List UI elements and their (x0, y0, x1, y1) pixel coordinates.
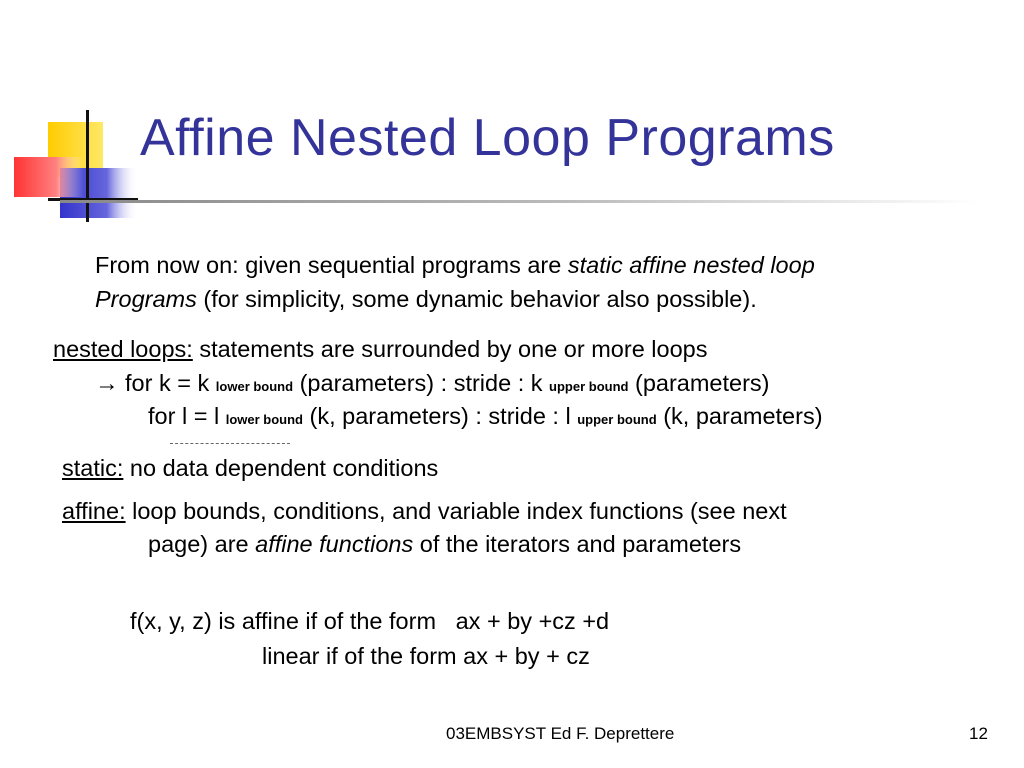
nested-loops-line (53, 338, 707, 362)
loop-l-upper: upper bound (577, 412, 657, 427)
static-line (62, 457, 438, 481)
loop-l-prefix: for l = l (148, 403, 226, 429)
affine-desc: loop bounds, conditions, and variable index functions (see next (125, 498, 787, 524)
loop-k-prefix: for k = k (118, 370, 216, 396)
affine-line-2 (148, 533, 741, 557)
arrow-icon: → (95, 370, 119, 396)
loop-k-lower: lower bound (215, 379, 294, 394)
static-desc: no data dependent conditions (123, 455, 439, 481)
formula-linear: linear if of the form ax + by + cz (262, 643, 590, 669)
loop-l-lower: lower bound (225, 412, 303, 427)
affine-emphasis: affine functions (255, 531, 414, 557)
footer-course: 03EMBSYST Ed F. Deprettere (446, 724, 675, 743)
nested-loops-desc: statements are surrounded by one or more loops (192, 336, 708, 362)
intro-line-2 (95, 288, 757, 312)
slide-number: 12 (969, 724, 988, 743)
intro-emphasis-2: Programs (95, 286, 197, 312)
title-divider (60, 200, 980, 203)
affine-desc-3: of the iterators and parameters (413, 531, 742, 557)
loop-l-mid: (k, parameters) : stride : l (303, 403, 578, 429)
loop-l-line (148, 405, 823, 429)
slide-logo-icon (10, 105, 145, 225)
loop-k-line (95, 372, 770, 396)
intro-emphasis: static affine nested loop (567, 252, 815, 278)
intro-line-1 (95, 254, 815, 278)
slide-title: Affine Nested Loop Programs (140, 109, 835, 167)
loop-l-end: (k, parameters) (656, 403, 823, 429)
intro-text: From now on: given sequential programs are (95, 252, 568, 278)
loop-k-end: (parameters) (628, 370, 770, 396)
affine-line-1 (62, 500, 787, 524)
formula-affine: f(x, y, z) is affine if of the form ax + by +cz +d (130, 608, 610, 634)
dashed-separator (170, 443, 290, 444)
nested-loops-term: nested loops: (53, 336, 193, 362)
affine-term: affine: (62, 498, 126, 524)
loop-k-mid: (parameters) : stride : k (293, 370, 550, 396)
affine-desc-2: page) are (148, 531, 256, 557)
loop-k-upper: upper bound (549, 379, 629, 394)
intro-text-2: (for simplicity, some dynamic behavior also possible). (196, 286, 757, 312)
static-term: static: (62, 455, 124, 481)
